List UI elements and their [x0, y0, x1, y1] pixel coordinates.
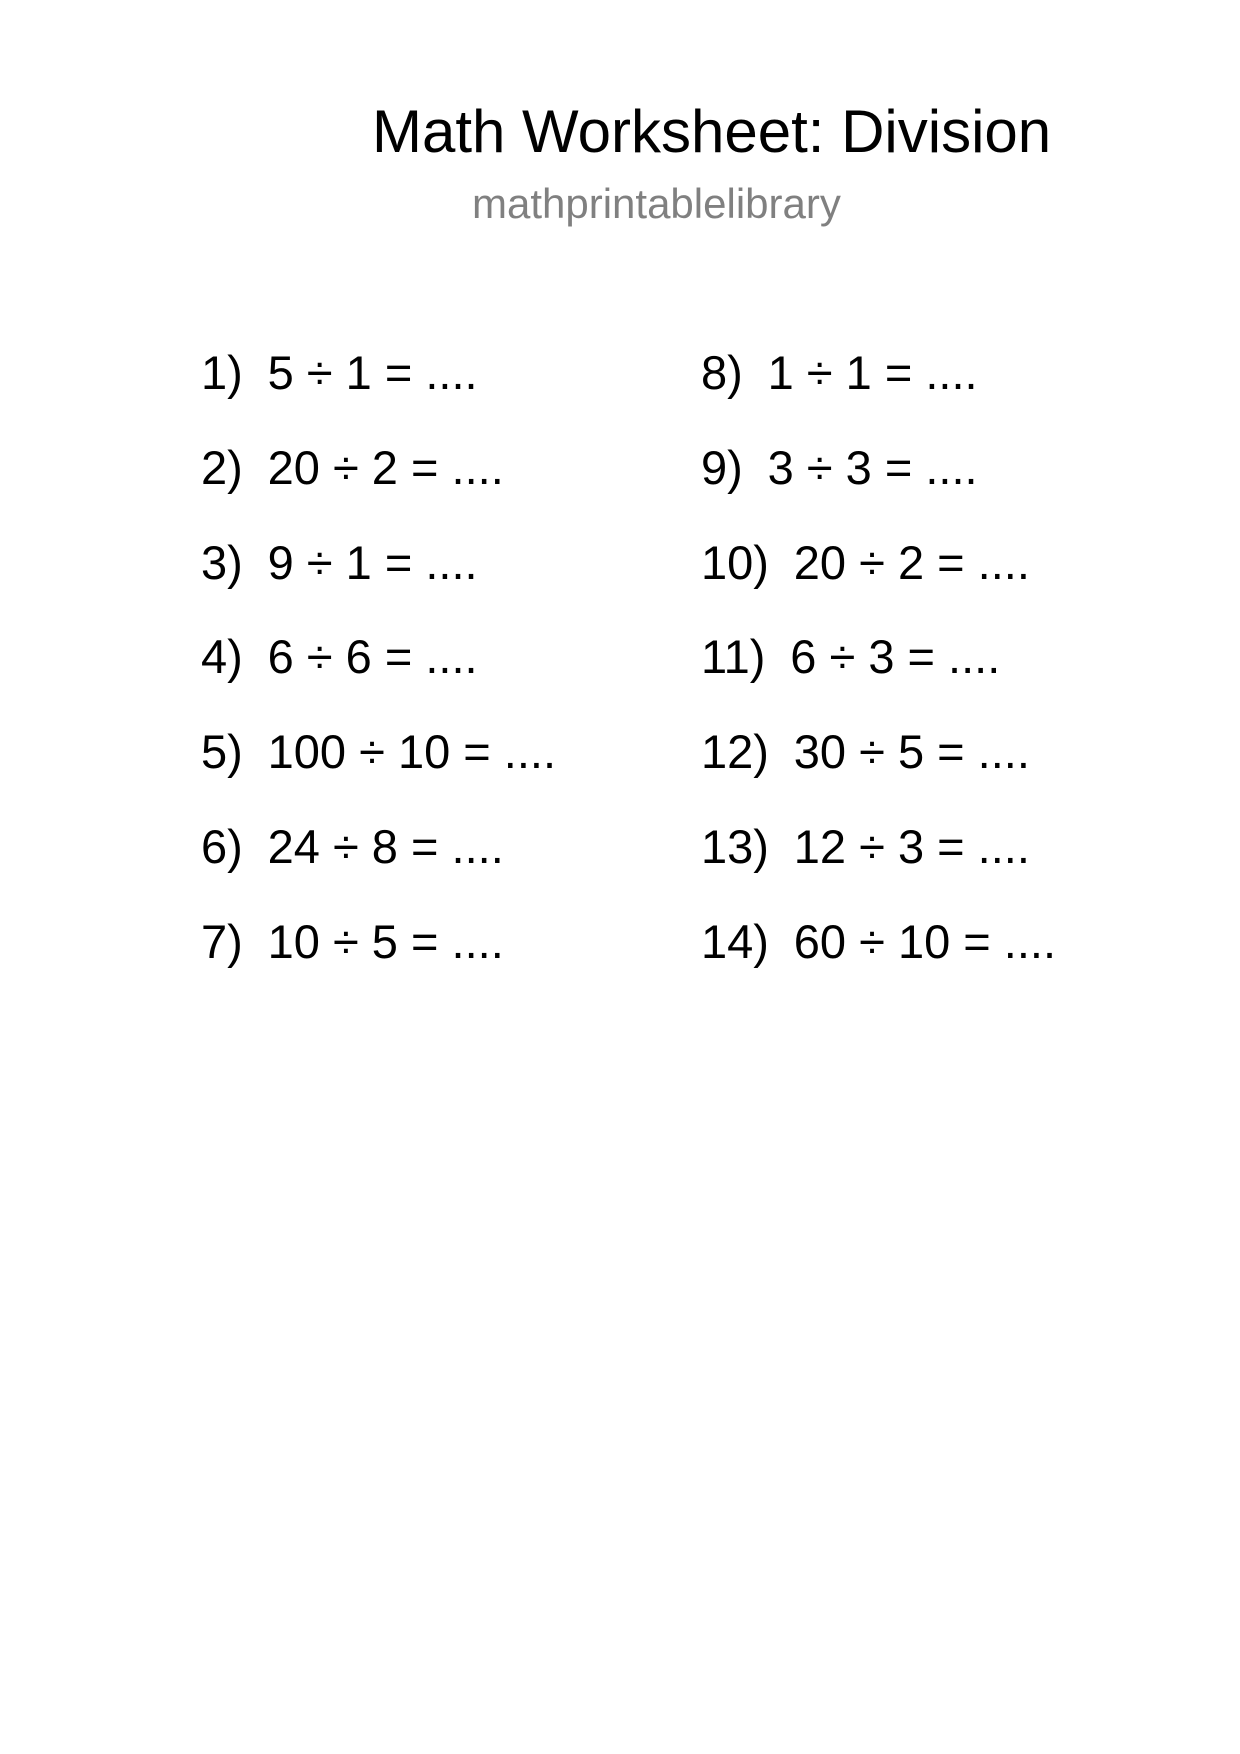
answer-blank[interactable]: .... — [977, 819, 1030, 873]
problem-number: 12) — [701, 725, 769, 779]
problems-column-left — [201, 343, 556, 1007]
answer-blank[interactable]: .... — [948, 630, 1001, 684]
problem-13 — [701, 817, 1056, 912]
answer-blank[interactable]: .... — [925, 346, 978, 399]
answer-blank[interactable]: .... — [451, 914, 504, 968]
problem-number: 14) — [701, 914, 769, 968]
problem-expression: 5 ÷ 1 = — [267, 346, 413, 399]
problem-12 — [701, 722, 1056, 817]
answer-blank[interactable]: .... — [451, 819, 504, 873]
problem-expression: 1 ÷ 1 = — [767, 346, 913, 399]
problem-3 — [201, 533, 556, 628]
problem-expression: 60 ÷ 10 = — [793, 914, 991, 968]
problem-2 — [201, 438, 556, 533]
problem-expression: 12 ÷ 3 = — [793, 819, 965, 873]
problem-number: 10) — [701, 535, 769, 589]
problem-expression: 6 ÷ 6 = — [267, 630, 413, 684]
problem-expression: 20 ÷ 2 = — [267, 440, 439, 494]
answer-blank[interactable]: .... — [925, 440, 978, 494]
answer-blank[interactable]: .... — [977, 725, 1030, 779]
answer-blank[interactable]: .... — [425, 630, 478, 684]
worksheet-source: mathprintablelibrary — [472, 180, 841, 227]
problem-expression: 10 ÷ 5 = — [267, 914, 439, 968]
problem-number: 11) — [701, 630, 766, 684]
problems-column-right — [701, 343, 1056, 1007]
problem-number: 8) — [701, 346, 743, 399]
problem-expression: 30 ÷ 5 = — [793, 725, 965, 779]
answer-blank[interactable]: .... — [503, 725, 557, 779]
problem-expression: 100 ÷ 10 = — [267, 725, 491, 779]
answer-blank[interactable]: .... — [1003, 914, 1057, 968]
problem-9 — [701, 438, 1056, 533]
problem-number: 9) — [701, 440, 743, 494]
problem-number: 3) — [201, 535, 243, 589]
answer-blank[interactable]: .... — [425, 346, 478, 399]
problem-11 — [701, 627, 1056, 722]
problem-10 — [701, 533, 1056, 628]
problem-expression: 3 ÷ 3 = — [767, 440, 913, 494]
problem-6 — [201, 817, 556, 912]
problem-number: 6) — [201, 819, 243, 873]
problem-expression: 9 ÷ 1 = — [267, 535, 413, 589]
problem-number: 5) — [201, 725, 243, 779]
problem-expression: 6 ÷ 3 = — [790, 630, 935, 684]
problem-7 — [201, 912, 556, 1007]
problem-number: 1) — [201, 346, 243, 399]
problem-4 — [201, 627, 556, 722]
problem-number: 7) — [201, 914, 243, 968]
problem-number: 13) — [701, 819, 769, 873]
problem-5 — [201, 722, 556, 817]
problem-8 — [701, 343, 1056, 438]
problem-14 — [701, 912, 1056, 1007]
worksheet-title: Math Worksheet: Division — [372, 98, 1052, 165]
answer-blank[interactable]: .... — [425, 535, 478, 589]
problem-expression: 20 ÷ 2 = — [793, 535, 965, 589]
answer-blank[interactable]: .... — [451, 440, 504, 494]
problem-number: 2) — [201, 440, 243, 494]
problem-number: 4) — [201, 630, 243, 684]
problem-expression: 24 ÷ 8 = — [267, 819, 439, 873]
answer-blank[interactable]: .... — [977, 535, 1030, 589]
problem-1 — [201, 343, 556, 438]
